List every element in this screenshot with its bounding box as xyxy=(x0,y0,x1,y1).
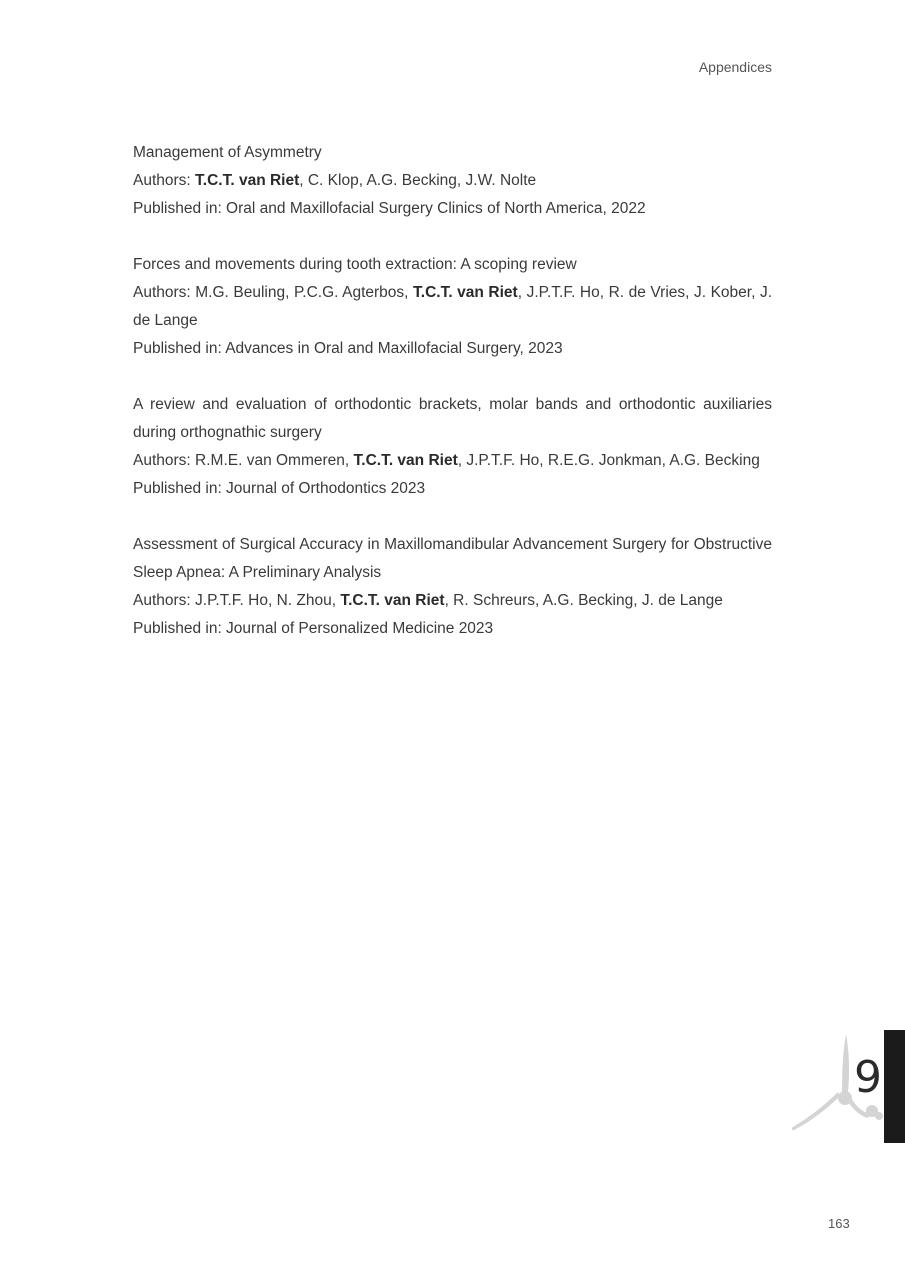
chapter-number: 9 xyxy=(854,1052,882,1103)
co-authors: , J.P.T.F. Ho, R.E.G. Jonkman, A.G. Becking xyxy=(457,452,760,469)
publication-title: Assessment of Surgical Accuracy in Maxillomandibular Advancement Surgery for Obstructive Sleep Apnea: A Preliminary Analysis xyxy=(133,536,772,581)
publication-list xyxy=(133,139,772,671)
publication-item xyxy=(133,251,772,363)
highlighted-author: T.C.T. van Riet xyxy=(340,592,445,609)
authors-label: Authors: xyxy=(133,284,196,301)
co-authors: M.G. Beuling, P.C.G. Agterbos, xyxy=(195,284,414,301)
publication-authors xyxy=(133,167,772,195)
co-authors: R.M.E. van Ommeren, xyxy=(195,452,354,469)
publication-item xyxy=(133,531,772,643)
authors-label: Authors: xyxy=(133,172,196,189)
authors-label: Authors: xyxy=(133,452,196,469)
publication-item xyxy=(133,391,772,503)
publication-venue: Published in: Oral and Maxillofacial Surgery Clinics of North America, 2022 xyxy=(133,200,646,217)
chapter-tab xyxy=(884,1030,905,1143)
publication-item xyxy=(133,139,772,223)
publication-authors xyxy=(133,587,772,615)
publication-venue: Published in: Journal of Personalized Medicine 2023 xyxy=(133,620,494,637)
publication-title: A review and evaluation of orthodontic brackets, molar bands and orthodontic auxiliaries during orthognathic surgery xyxy=(133,396,772,441)
publication-title: Forces and movements during tooth extraction: A scoping review xyxy=(133,256,577,273)
publication-venue: Published in: Advances in Oral and Maxillofacial Surgery, 2023 xyxy=(133,340,563,357)
publication-title: Management of Asymmetry xyxy=(133,144,322,161)
highlighted-author: T.C.T. van Riet xyxy=(195,172,300,189)
co-authors: J.P.T.F. Ho, N. Zhou, xyxy=(195,592,341,609)
publication-authors xyxy=(133,279,772,335)
page-number: 163 xyxy=(828,1216,850,1231)
highlighted-author: T.C.T. van Riet xyxy=(413,284,518,301)
co-authors: , J.P.T.F. Ho, R. de Vries, J. Kober, J. de Lange xyxy=(133,284,772,329)
publication-authors xyxy=(133,447,772,475)
co-authors: , C. Klop, A.G. Becking, J.W. Nolte xyxy=(299,172,537,189)
running-head: Appendices xyxy=(698,59,772,75)
highlighted-author: T.C.T. van Riet xyxy=(353,452,458,469)
co-authors: , R. Schreurs, A.G. Becking, J. de Lange xyxy=(444,592,723,609)
publication-venue: Published in: Journal of Orthodontics 2023 xyxy=(133,480,426,497)
authors-label: Authors: xyxy=(133,592,196,609)
